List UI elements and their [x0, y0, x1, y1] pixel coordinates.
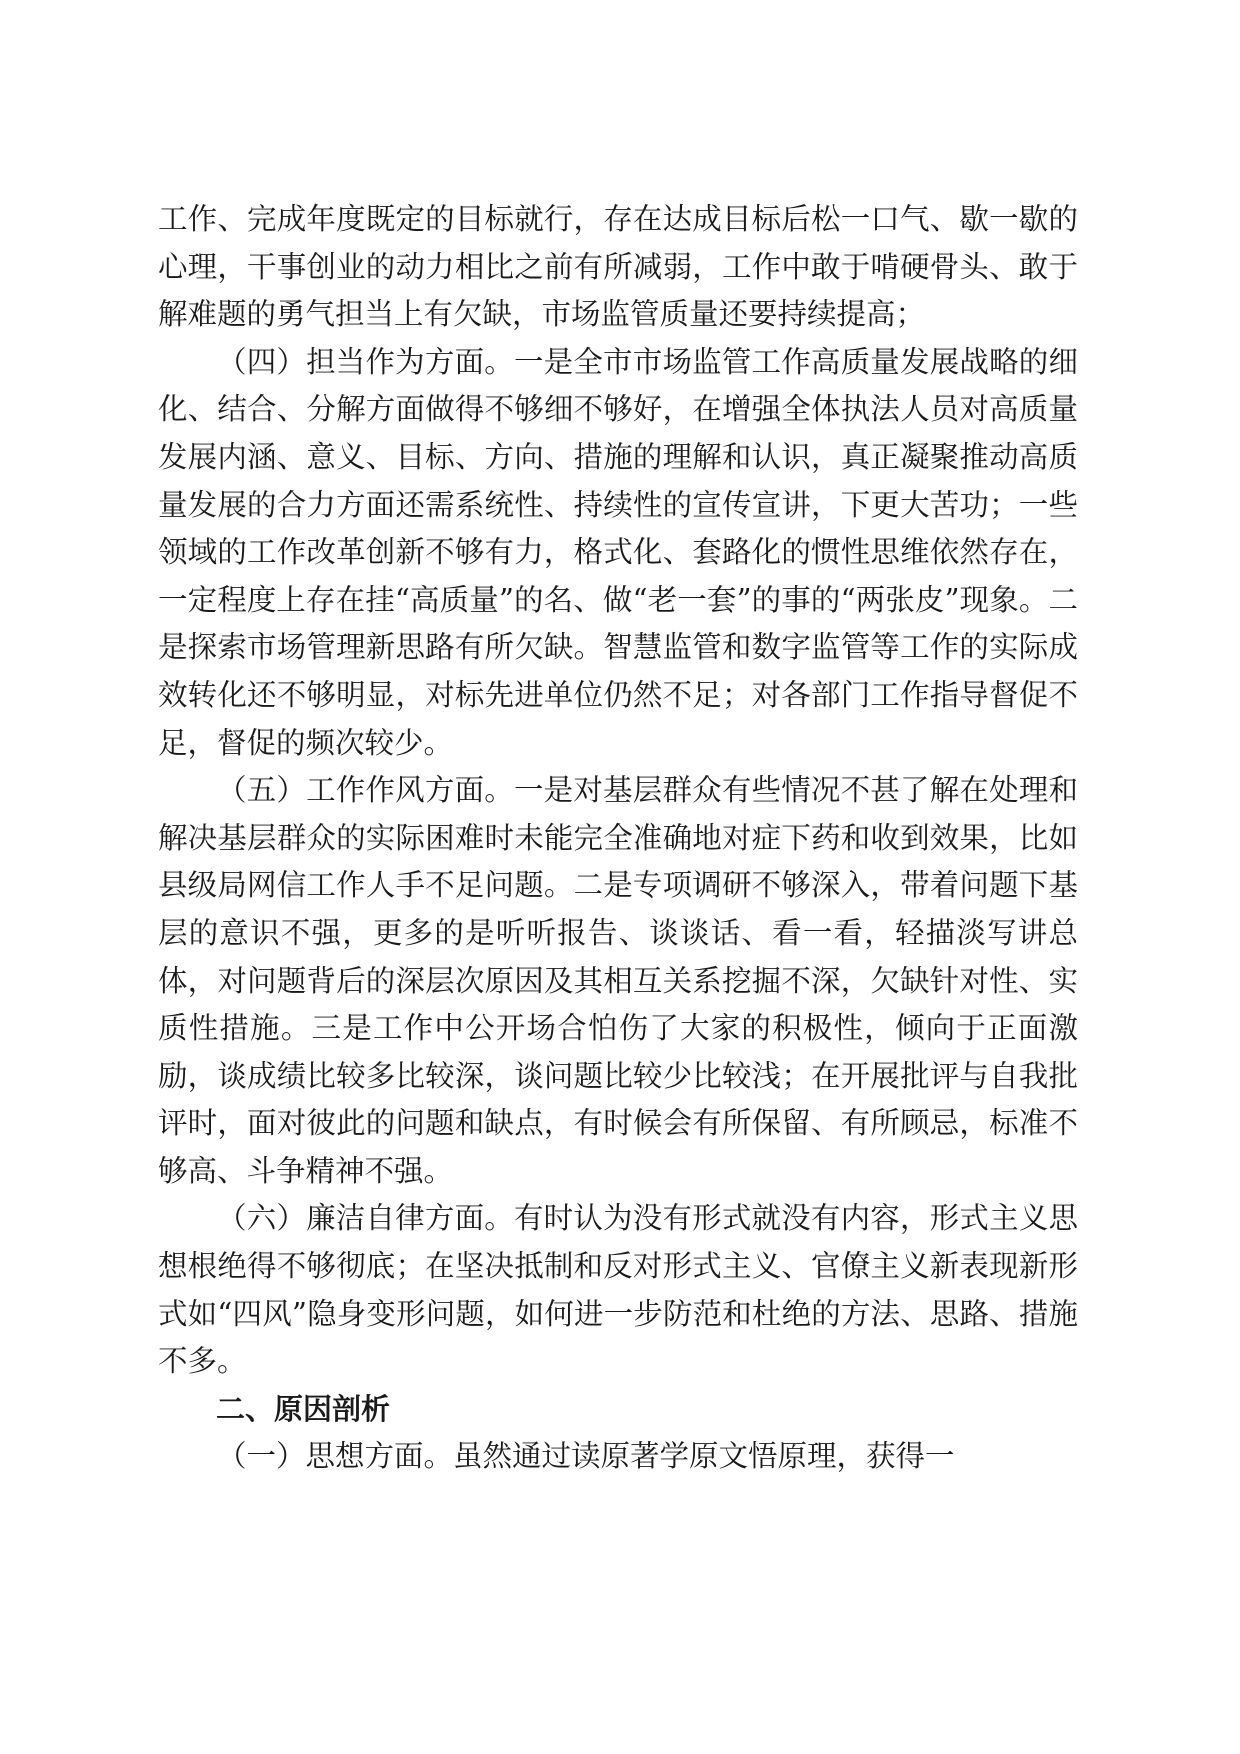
paragraph-thought-aspect: （一）思想方面。虽然通过读原著学原文悟原理，获得一	[217, 1439, 955, 1474]
paragraph-continuation: 工作、完成年度既定的目标就行，存在达成目标后松一口气、歇一歇的心理，干事创业的动力相比之前有所减弱，工作中敢于啃硬骨头、敢于解难题的勇气担当上有欠缺，市场监管质量还要持续提高；	[158, 202, 1078, 332]
document-page	[158, 196, 1078, 1481]
paragraph-responsibility: （四）担当作为方面。一是全市市场监管工作高质量发展战略的细化、结合、分解方面做得不够细不够好，在增强全体执法人员对高质量发展内涵、意义、目标、方向、措施的理解和认识，真正凝聚推动高质量发展的合力方面还需系统性、持续性的宣传宣讲，下更大苦功；一些领域的工作改革创新不够有力，格式化、套路化的惯性思维依然存在，一定程度上存在挂“高质量”的名、做“老一套”的事的“两张皮”现象。二是探索市场管理新思路有所欠缺。智慧监管和数字监管等工作的实际成效转化还不够明显，对标先进单位仍然不足；对各部门工作指导督促不足，督促的频次较少。	[158, 344, 1078, 760]
paragraph-integrity: （六）廉洁自律方面。有时认为没有形式就没有内容，形式主义思想根绝得不够彻底；在坚决抵制和反对形式主义、官僚主义新表现新形式如“四风”隐身变形问题，如何进一步防范和杜绝的方法、思路、措施不多。	[158, 1201, 1078, 1379]
section-heading-cause-analysis: 二、原因剖析	[216, 1391, 391, 1426]
paragraph-work-style: （五）工作作风方面。一是对基层群众有些情况不甚了解在处理和解决基层群众的实际困难时未能完全准确地对症下药和收到效果，比如县级局网信工作人手不足问题。二是专项调研不够深入，带着问题下基层的意识不强，更多的是听听报告、谈谈话、看一看，轻描淡写讲总体，对问题背后的深层次原因及其相互关系挖掘不深，欠缺针对性、实质性措施。三是工作中公开场合怕伤了大家的积极性，倾向于正面激励，谈成绩比较多比较深，谈问题比较少比较浅；在开展批评与自我批评时，面对彼此的问题和缺点，有时候会有所保留、有所顾忌，标准不够高、斗争精神不强。	[158, 773, 1078, 1188]
